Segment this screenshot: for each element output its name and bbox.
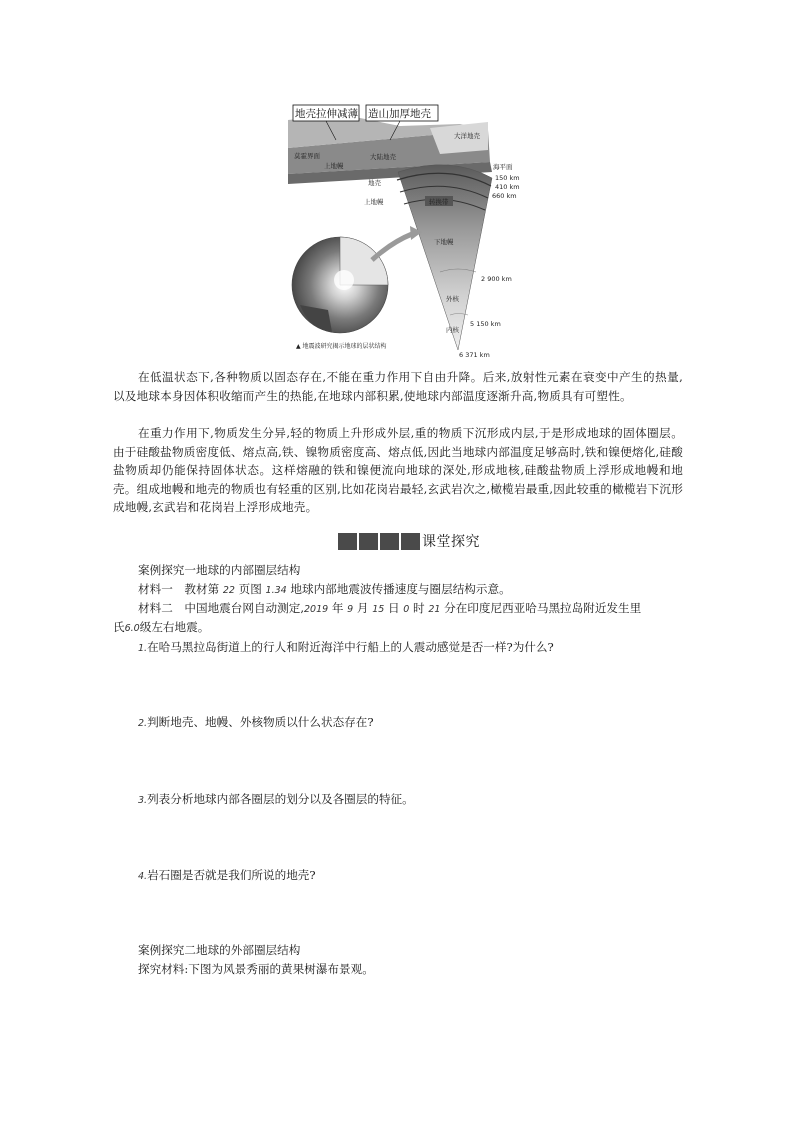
depth-410-label: 410 km — [495, 183, 520, 191]
question-2: 2.判断地壳、地幔、外核物质以什么状态存在? — [138, 715, 374, 729]
paragraph-differentiation: 在重力作用下,物质发生分异,轻的物质上升形成外层,重的物质下沉形成内层,于是形成地球的固体圈层。由于硅酸盐物质密度低、熔点高,铁、镍物质密度高、熔点低,因此当地球内部温度足够高时,铁和镍便熔化,硅酸盐物质却仍能保持固体状态。这样熔融的铁和镍便流向地球的深处,形成地核,硅酸盐物质上浮形成地幔和地壳。组成地幔和地壳的物质也有轻重的区别,比如花岗岩最轻,玄武岩次之,橄榄岩最重,因此较重的橄榄岩下沉形成地幔,玄武岩和花岗岩上浮形成地壳。 — [113, 426, 683, 515]
depth-660-label: 660 km — [492, 192, 517, 200]
case1-material-2-line1: 材料二 中国地震台网自动测定,2019 年 9 月 15 日 0 时 21 分在印度尼西亚哈马黑拉岛附近发生里 — [138, 601, 642, 615]
paragraph-low-temperature: 在低温状态下,各种物质以固态存在,不能在重力作用下自由升降。后来,放射性元素在衰变中产生的热量,以及地球本身因体积收缩而产生的热能,在地球内部积累,使地球内部温度逐渐升高,物质具有可塑性。 — [113, 370, 683, 403]
question-4: 4.岩石圈是否就是我们所说的地壳? — [138, 868, 316, 882]
earth-structure-figure — [280, 100, 530, 365]
depth-6371-label: 6 371 km — [459, 351, 490, 359]
case1-material-1: 材料一 教材第 22 页图 1.34 地球内部地震波传播速度与圈层结构示意。 — [138, 582, 511, 596]
figure-caption: ▲ 地震波研究揭示地球的层状结构 — [296, 343, 387, 350]
question-3: 3.列表分析地球内部各圈层的划分以及各圈层的特征。 — [138, 792, 414, 806]
inner-core-label: 内核 — [446, 326, 459, 334]
continent-crust-label: 大陆地壳 — [370, 153, 396, 161]
case1-material-2-line2: 氏6.0级左右地震。 — [113, 620, 210, 634]
case2-heading: 案例探究二地球的外部圈层结构 — [138, 943, 301, 957]
orogeny-label: 造山加厚地壳 — [368, 108, 431, 120]
case2-material: 探究材料:下图为风景秀丽的黄果树瀑布景观。 — [138, 962, 374, 976]
depth-150-label: 150 km — [495, 174, 520, 182]
crust-thinning-label: 地壳拉伸减薄 — [295, 108, 358, 120]
question-1: 1.在哈马黑拉岛街道上的行人和附近海洋中行船上的人震动感觉是否一样?为什么? — [138, 640, 554, 654]
title-blocks — [338, 533, 420, 550]
section-title — [338, 531, 480, 551]
lower-mantle-label: 下地幔 — [434, 238, 454, 246]
ocean-crust-label: 大洋地壳 — [454, 132, 480, 140]
transition-zone-label: 转换带 — [429, 198, 449, 206]
upper-mantle-top-label: 上地幔 — [324, 162, 344, 170]
outer-core-label: 外核 — [446, 295, 459, 303]
depth-2900-label: 2 900 km — [481, 275, 512, 283]
moho-label: 莫霍界面 — [294, 152, 320, 160]
earth-structure-diagram — [280, 100, 530, 365]
sea-level-label: 海平面 — [493, 163, 513, 171]
depth-5150-label: 5 150 km — [470, 320, 501, 328]
crust-label: 地壳 — [368, 179, 381, 187]
case1-heading: 案例探究一地球的内部圈层结构 — [138, 563, 301, 577]
section-title-text: 课堂探究 — [422, 534, 480, 550]
upper-mantle-label: 上地幔 — [364, 198, 384, 206]
